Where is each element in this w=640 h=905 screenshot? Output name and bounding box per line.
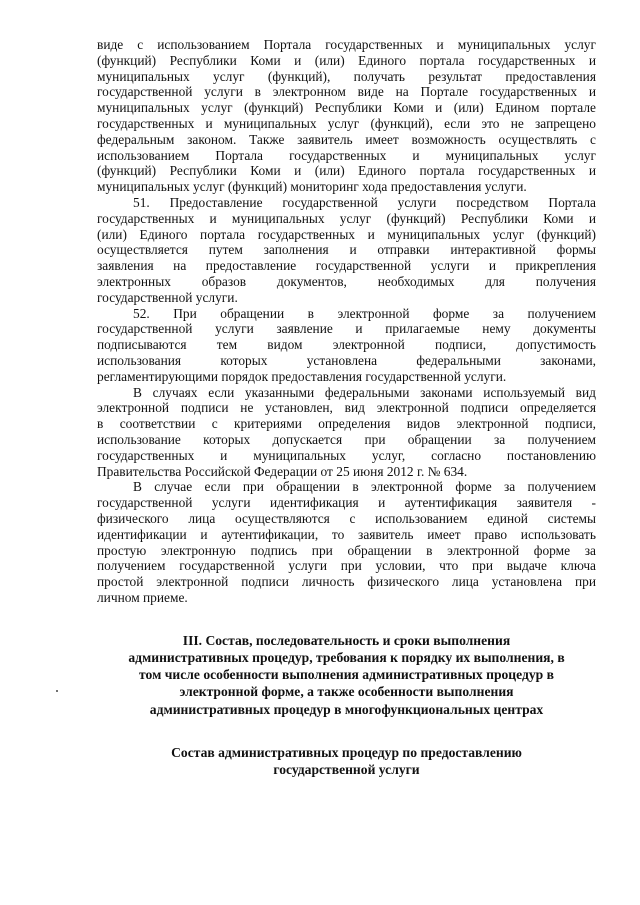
- text-line: использованием Портала государственных и муниципальных услуг: [97, 147, 596, 163]
- heading-line: том числе особенности выполнения административных процедур в: [139, 667, 554, 683]
- text-line: государственной услуги заявление и прилагаемые нему документы: [97, 321, 596, 337]
- heading-line: электронной форме, а также особенности выполнения: [179, 684, 514, 700]
- text-line: В случае если при обращении в электронной форме за получением: [133, 479, 596, 495]
- paragraph-intro: [97, 37, 596, 195]
- text-line: муниципальных услуг (функций) мониторинг хода предоставления услуги.: [97, 179, 527, 195]
- text-line: электронной подписи не установлен, вид электронной подписи определяется: [97, 400, 596, 416]
- text-line: государственной услуги идентификация и аутентификация заявителя -: [97, 495, 596, 511]
- text-line: 52. При обращении в электронной форме за получением: [133, 305, 596, 321]
- text-line: простой электронной подписи личность физического лица установлена при: [97, 574, 596, 590]
- scan-speck: [56, 690, 58, 692]
- text-line: муниципальных услуг (функций), получать результат предоставления: [97, 68, 596, 84]
- text-line: получением государственной услуги при условии, что при выдаче ключа: [97, 558, 596, 574]
- text-line: личном приеме.: [97, 589, 188, 605]
- text-line: муниципальных услуг (функций) Республики Коми и (или) Едином портале: [97, 100, 596, 116]
- text-line: идентификации и аутентификации, то заявитель имеет право использовать: [97, 526, 596, 542]
- text-line: государственной услуги.: [97, 289, 238, 305]
- text-line: государственных и муниципальных услуг (функций), если это не запрещено: [97, 115, 596, 131]
- text-line: (или) Единого портала государственных и муниципальных услуг (функций): [97, 226, 596, 242]
- text-line: государственной услуги в электронном виде на Портале государственных и: [97, 84, 596, 100]
- text-line: виде с использованием Портала государственных и муниципальных услуг: [97, 37, 596, 52]
- document-body: [97, 37, 596, 778]
- text-line: (функций) Республики Коми и (или) Единого портала государственных и: [97, 52, 596, 68]
- text-line: регламентирующими порядок предоставления государственной услуги.: [97, 368, 507, 384]
- text-line: физического лица осуществляются с использованием единой системы: [97, 510, 596, 526]
- text-line: в соответствии с критериями определения видов электронной подписи,: [97, 416, 596, 432]
- paragraph-52: [97, 306, 596, 385]
- text-line: Правительства Российской Федерации от 25 июня 2012 г. № 634.: [97, 463, 468, 479]
- heading-line: III. Состав, последовательность и сроки выполнения: [182, 632, 511, 648]
- text-line: В случаях если указанными федеральными законами используемый вид: [133, 384, 596, 400]
- text-line: (функций) Республики Коми и (или) Единого портала государственных и: [97, 163, 596, 179]
- text-line: использование которых допускается при обращении за получением: [97, 431, 596, 447]
- text-line: использования которых установлена федеральными законами,: [97, 352, 596, 368]
- section-heading: [97, 632, 596, 718]
- heading-line: государственной услуги: [273, 761, 420, 777]
- text-line: государственных и муниципальных услуг, согласно постановлению: [97, 447, 596, 463]
- paragraph-signature-cases: [97, 385, 596, 480]
- heading-line: Состав административных процедур по предоставлению: [171, 744, 522, 760]
- heading-line: административных процедур в многофункциональных центрах: [149, 701, 544, 717]
- text-line: федеральным законом. Также заявитель имеет возможность осуществлять с: [97, 131, 596, 147]
- text-line: простую электронную подпись при обращении в электронной форме за: [97, 542, 596, 558]
- text-line: осуществляется путем заполнения и отправки интерактивной формы: [97, 242, 596, 258]
- heading-line: административных процедур, требования к порядку их выполнения, в: [128, 649, 565, 665]
- paragraph-51: [97, 195, 596, 306]
- text-line: государственных и муниципальных услуг (функций) Республики Коми и: [97, 210, 596, 226]
- paragraph-identification: [97, 479, 596, 605]
- text-line: электронных образов документов, необходимых для получения: [97, 273, 596, 289]
- text-line: заявления на предоставление государственной услуги и прикрепления: [97, 258, 596, 274]
- subsection-heading: [97, 744, 596, 778]
- text-line: 51. Предоставление государственной услуги посредством Портала: [133, 194, 596, 210]
- text-line: подписываются тем видом электронной подписи, допустимость: [97, 337, 596, 353]
